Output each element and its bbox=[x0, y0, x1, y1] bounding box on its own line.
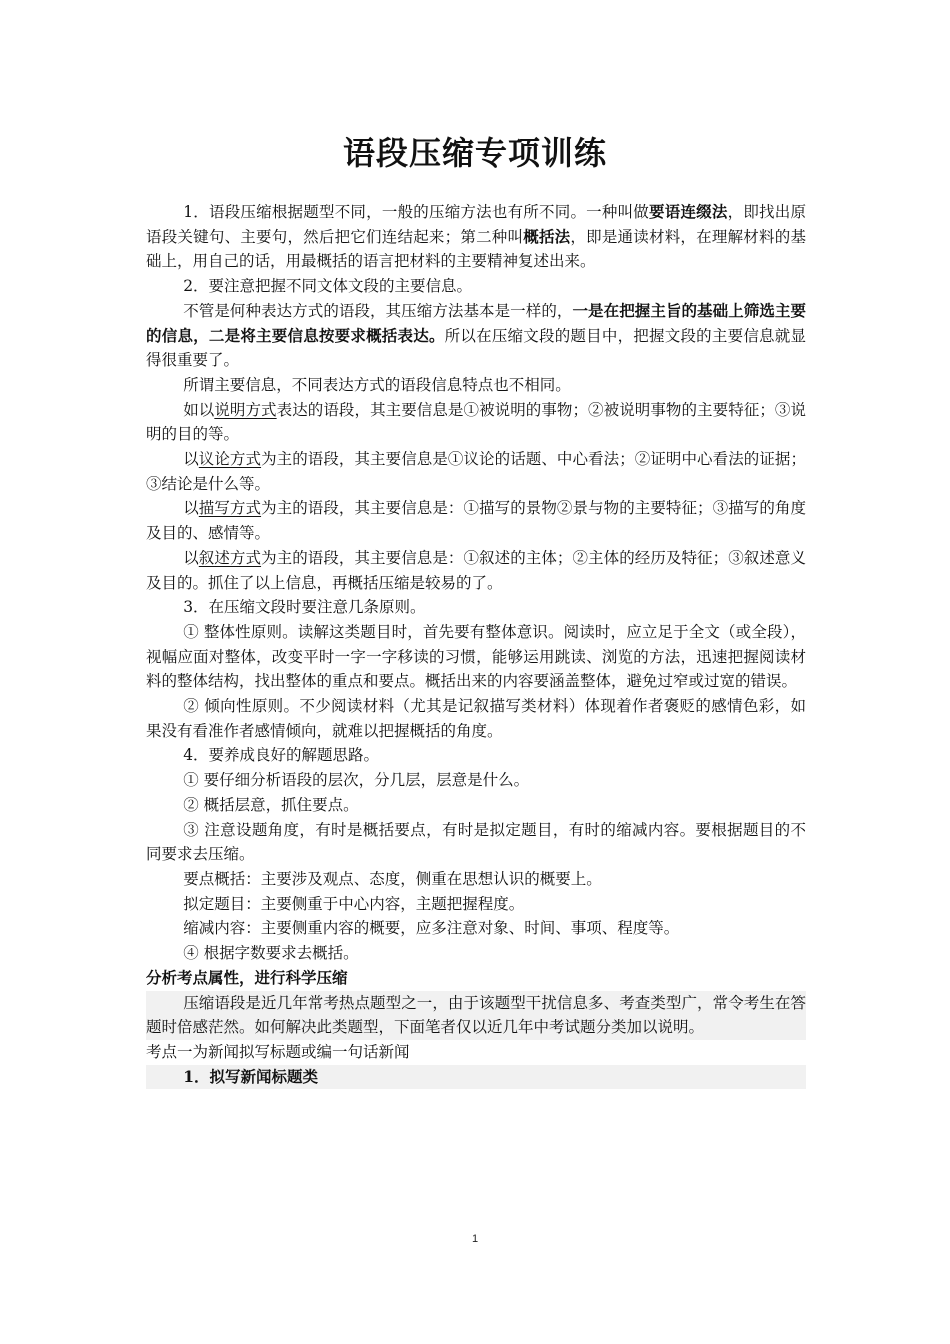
section-heading: 分析考点属性，进行科学压缩 bbox=[146, 968, 348, 987]
sub-heading: 1．拟写新闻标题类 bbox=[146, 1065, 806, 1090]
page-title: 语段压缩专项训练 bbox=[342, 134, 607, 172]
paragraph-7 bbox=[146, 496, 806, 545]
bold-term: 概括法 bbox=[523, 226, 571, 246]
paragraph-16: 要点概括：主要涉及观点、态度，侧重在思想认识的概要上。 bbox=[183, 869, 602, 888]
paragraph-3 bbox=[146, 299, 806, 373]
underlined-term: 描写方式 bbox=[198, 499, 262, 518]
text: 不管是何种表达方式的语段，其压缩方法基本是一样的， bbox=[183, 301, 573, 320]
paragraph-11: ② 倾向性原则。不少阅读材料（尤其是记叙描写类材料）体现着作者褒贬的感情色彩，如果没有看准作者感情倾向，就难以把握概括的角度。 bbox=[146, 697, 806, 740]
text: ，即找出原语段关键句、主要句，然后把它们连结起来；第二种叫 bbox=[146, 203, 806, 246]
paragraph-18: 缩减内容：主要侧重内容的概要，应多注意对象、时间、事项、程度等。 bbox=[183, 919, 680, 938]
paragraph-12: 4．要养成良好的解题思路。 bbox=[183, 746, 380, 765]
paragraph-9: 3．在压缩文段时要注意几条原则。 bbox=[183, 598, 426, 617]
underlined-term: 说明方式 bbox=[214, 400, 277, 419]
paragraph-20: 压缩语段是近几年常考热点题型之一，由于该题型干扰信息多、考查类型广，常令考生在答题时倍感茫然。如何解决此类题型，下面笔者仅以近几年中考试题分类加以说明。 bbox=[146, 991, 806, 1040]
paragraph-15: ③ 注意设题角度，有时是概括要点，有时是拟定题目，有时的缩减内容。要根据题目的不同要求去压缩。 bbox=[146, 820, 806, 864]
paragraph-1 bbox=[146, 200, 806, 274]
text: 表达的语段，其主要信息是①被说明的事物；②被说明事物的主要特征；③说明的目的等。 bbox=[146, 400, 806, 444]
text: 所以在压缩文段的题目中，把握文段的主要信息就显得很重要了。 bbox=[146, 326, 806, 370]
text: 1．语段压缩根据题型不同，一般的压缩方法也有所不同。一种叫做 bbox=[183, 203, 650, 221]
text: 为主的语段，其主要信息是①议论的话题、中心看法；②证明中心看法的证据；③结论是什么等。 bbox=[146, 450, 806, 493]
paragraph-5 bbox=[146, 398, 806, 447]
underlined-term: 议论方式 bbox=[198, 450, 262, 469]
paragraph-2: 2．要注意把握不同文体文段的主要信息。 bbox=[183, 277, 473, 296]
page-number: 1 bbox=[471, 1233, 479, 1245]
paragraph-19: ④ 根据字数要求去概括。 bbox=[183, 944, 359, 963]
bold-text: 一是在把握主旨的基础上筛选主要的信息，二是将主要信息按要求概括表达。 bbox=[146, 300, 806, 345]
paragraph-6 bbox=[146, 447, 806, 496]
paragraph-10: ① 整体性原则。读解这类题目时，首先要有整体意识。阅读时，应立足于全文（或全段），视幅应面对整体，改变平时一字一字移读的习惯，能够运用跳读、浏览的方法，迅速把握阅读材料的整体结构，找出整体的重点和要点。概括出来的内容要涵盖整体，避免过窄或过宽的错误。 bbox=[146, 622, 806, 691]
paragraph-4: 所谓主要信息，不同表达方式的语段信息特点也不相同。 bbox=[183, 375, 571, 394]
paragraph-14: ② 概括层意，抓住要点。 bbox=[183, 795, 359, 814]
underlined-term: 叙述方式 bbox=[198, 548, 262, 567]
paragraph-13: ① 要仔细分析语段的层次，分几层，层意是什么。 bbox=[183, 771, 530, 790]
document-body bbox=[146, 200, 806, 1089]
text: 以 bbox=[183, 450, 199, 469]
text: 为主的语段，其主要信息是：①叙述的主体；②主体的经历及特征；③叙述意义及目的。抓住了以上信息，再概括压缩是较易的了。 bbox=[146, 548, 806, 592]
text: ，即是通读材料，在理解材料的基础上，用自己的话，用最概括的语言把材料的主要精神复述出来。 bbox=[146, 227, 806, 271]
text: 如以 bbox=[183, 400, 215, 419]
text: 以 bbox=[183, 499, 199, 518]
text: 以 bbox=[183, 548, 199, 567]
text: 为主的语段，其主要信息是：①描写的景物②景与物的主要特征；③描写的角度及目的、感情等。 bbox=[146, 499, 806, 543]
paragraph-8 bbox=[146, 546, 806, 595]
paragraph-17: 拟定题目：主要侧重于中心内容，主题把握程度。 bbox=[183, 894, 525, 913]
paragraph-21: 考点一为新闻拟写标题或编一句话新闻 bbox=[146, 1042, 410, 1061]
bold-term: 要语连缀法 bbox=[649, 202, 728, 221]
